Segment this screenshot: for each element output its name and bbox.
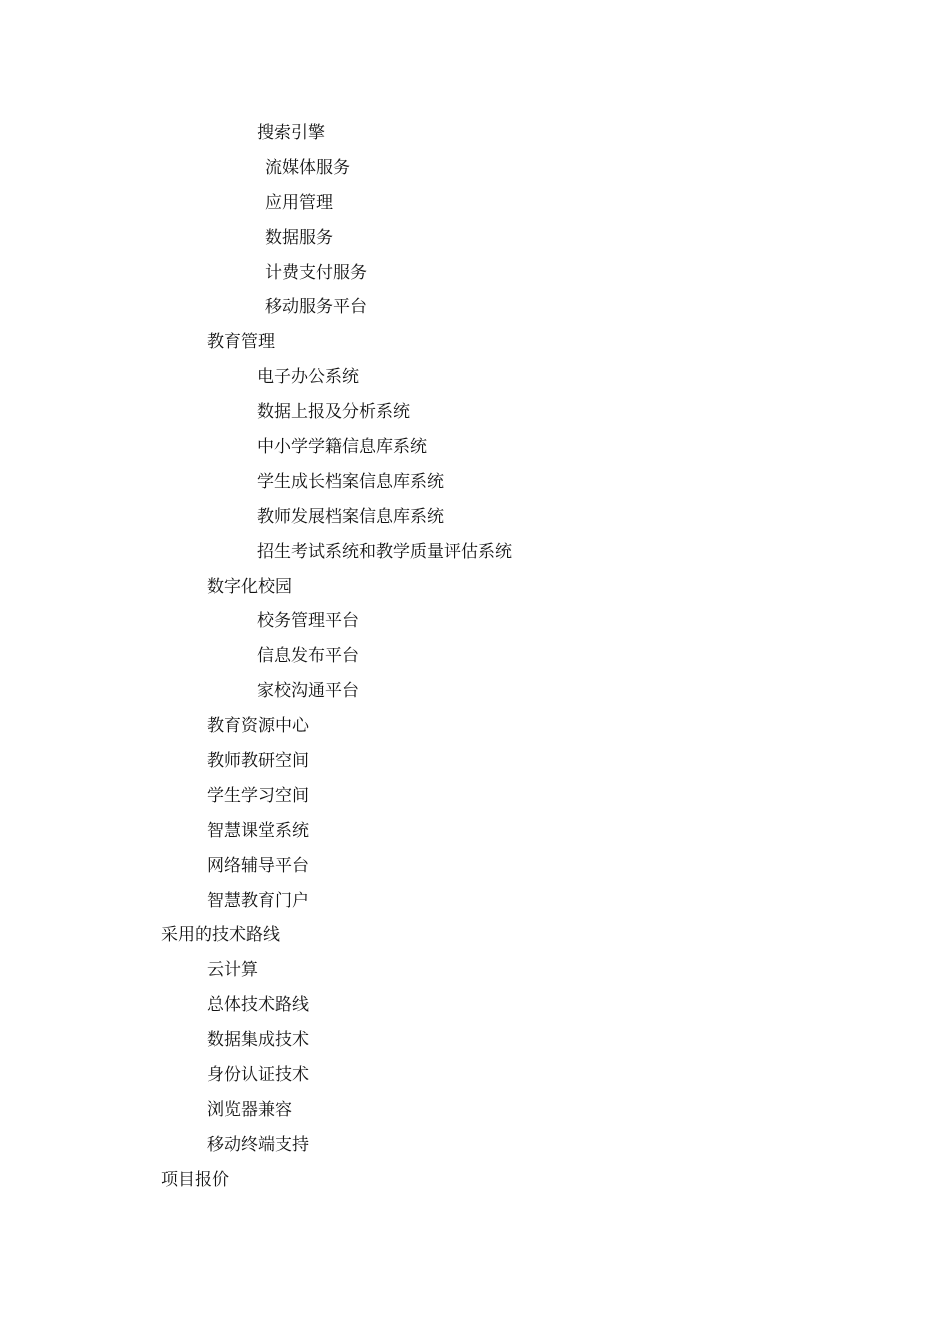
- toc-entry[interactable]: 教育资源中心: [207, 716, 309, 737]
- toc-entry[interactable]: 学生成长档案信息库系统: [257, 471, 444, 492]
- toc-entry[interactable]: 数字化校园: [207, 576, 292, 597]
- toc-entry[interactable]: 计费支付服务: [265, 262, 367, 283]
- toc-entry[interactable]: 智慧教育门户: [207, 890, 309, 911]
- toc-entry[interactable]: 身份认证技术: [207, 1065, 309, 1086]
- toc-entry[interactable]: 信息发布平台: [257, 646, 359, 667]
- toc-entry[interactable]: 浏览器兼容: [207, 1099, 292, 1120]
- toc-entry[interactable]: 中小学学籍信息库系统: [257, 437, 427, 458]
- toc-entry[interactable]: 教师发展档案信息库系统: [257, 506, 444, 527]
- toc-entry[interactable]: 教师教研空间: [207, 751, 309, 772]
- toc-entry[interactable]: 云计算: [207, 960, 258, 981]
- toc-entry[interactable]: 学生学习空间: [207, 785, 309, 806]
- toc-entry[interactable]: 电子办公系统: [257, 367, 359, 388]
- toc-entry[interactable]: 招生考试系统和教学质量评估系统: [257, 541, 512, 562]
- toc-entry[interactable]: 项目报价: [161, 1169, 229, 1190]
- toc-entry[interactable]: 校务管理平台: [257, 611, 359, 632]
- toc-entry[interactable]: 搜索引擎: [257, 123, 325, 143]
- toc-entry[interactable]: 网络辅导平台: [207, 855, 309, 876]
- corner-mark: [143, 72, 149, 84]
- toc-entry[interactable]: 数据服务: [265, 227, 333, 248]
- toc-entry[interactable]: 教育管理: [207, 332, 275, 353]
- toc-entry[interactable]: 家校沟通平台: [257, 681, 359, 702]
- toc-entry[interactable]: 总体技术路线: [207, 995, 309, 1016]
- toc-entry[interactable]: 智慧课堂系统: [207, 820, 309, 841]
- toc-entry[interactable]: 流媒体服务: [265, 157, 350, 178]
- toc-entry[interactable]: 应用管理: [265, 192, 333, 213]
- toc-entry[interactable]: 数据上报及分析系统: [257, 402, 410, 423]
- toc-entry[interactable]: 移动终端支持: [207, 1134, 309, 1155]
- toc-entry[interactable]: 数据集成技术: [207, 1030, 309, 1051]
- table-of-contents: [0, 116, 950, 1198]
- toc-entry[interactable]: 移动服务平台: [265, 297, 367, 318]
- toc-entry[interactable]: 采用的技术路线: [161, 925, 280, 946]
